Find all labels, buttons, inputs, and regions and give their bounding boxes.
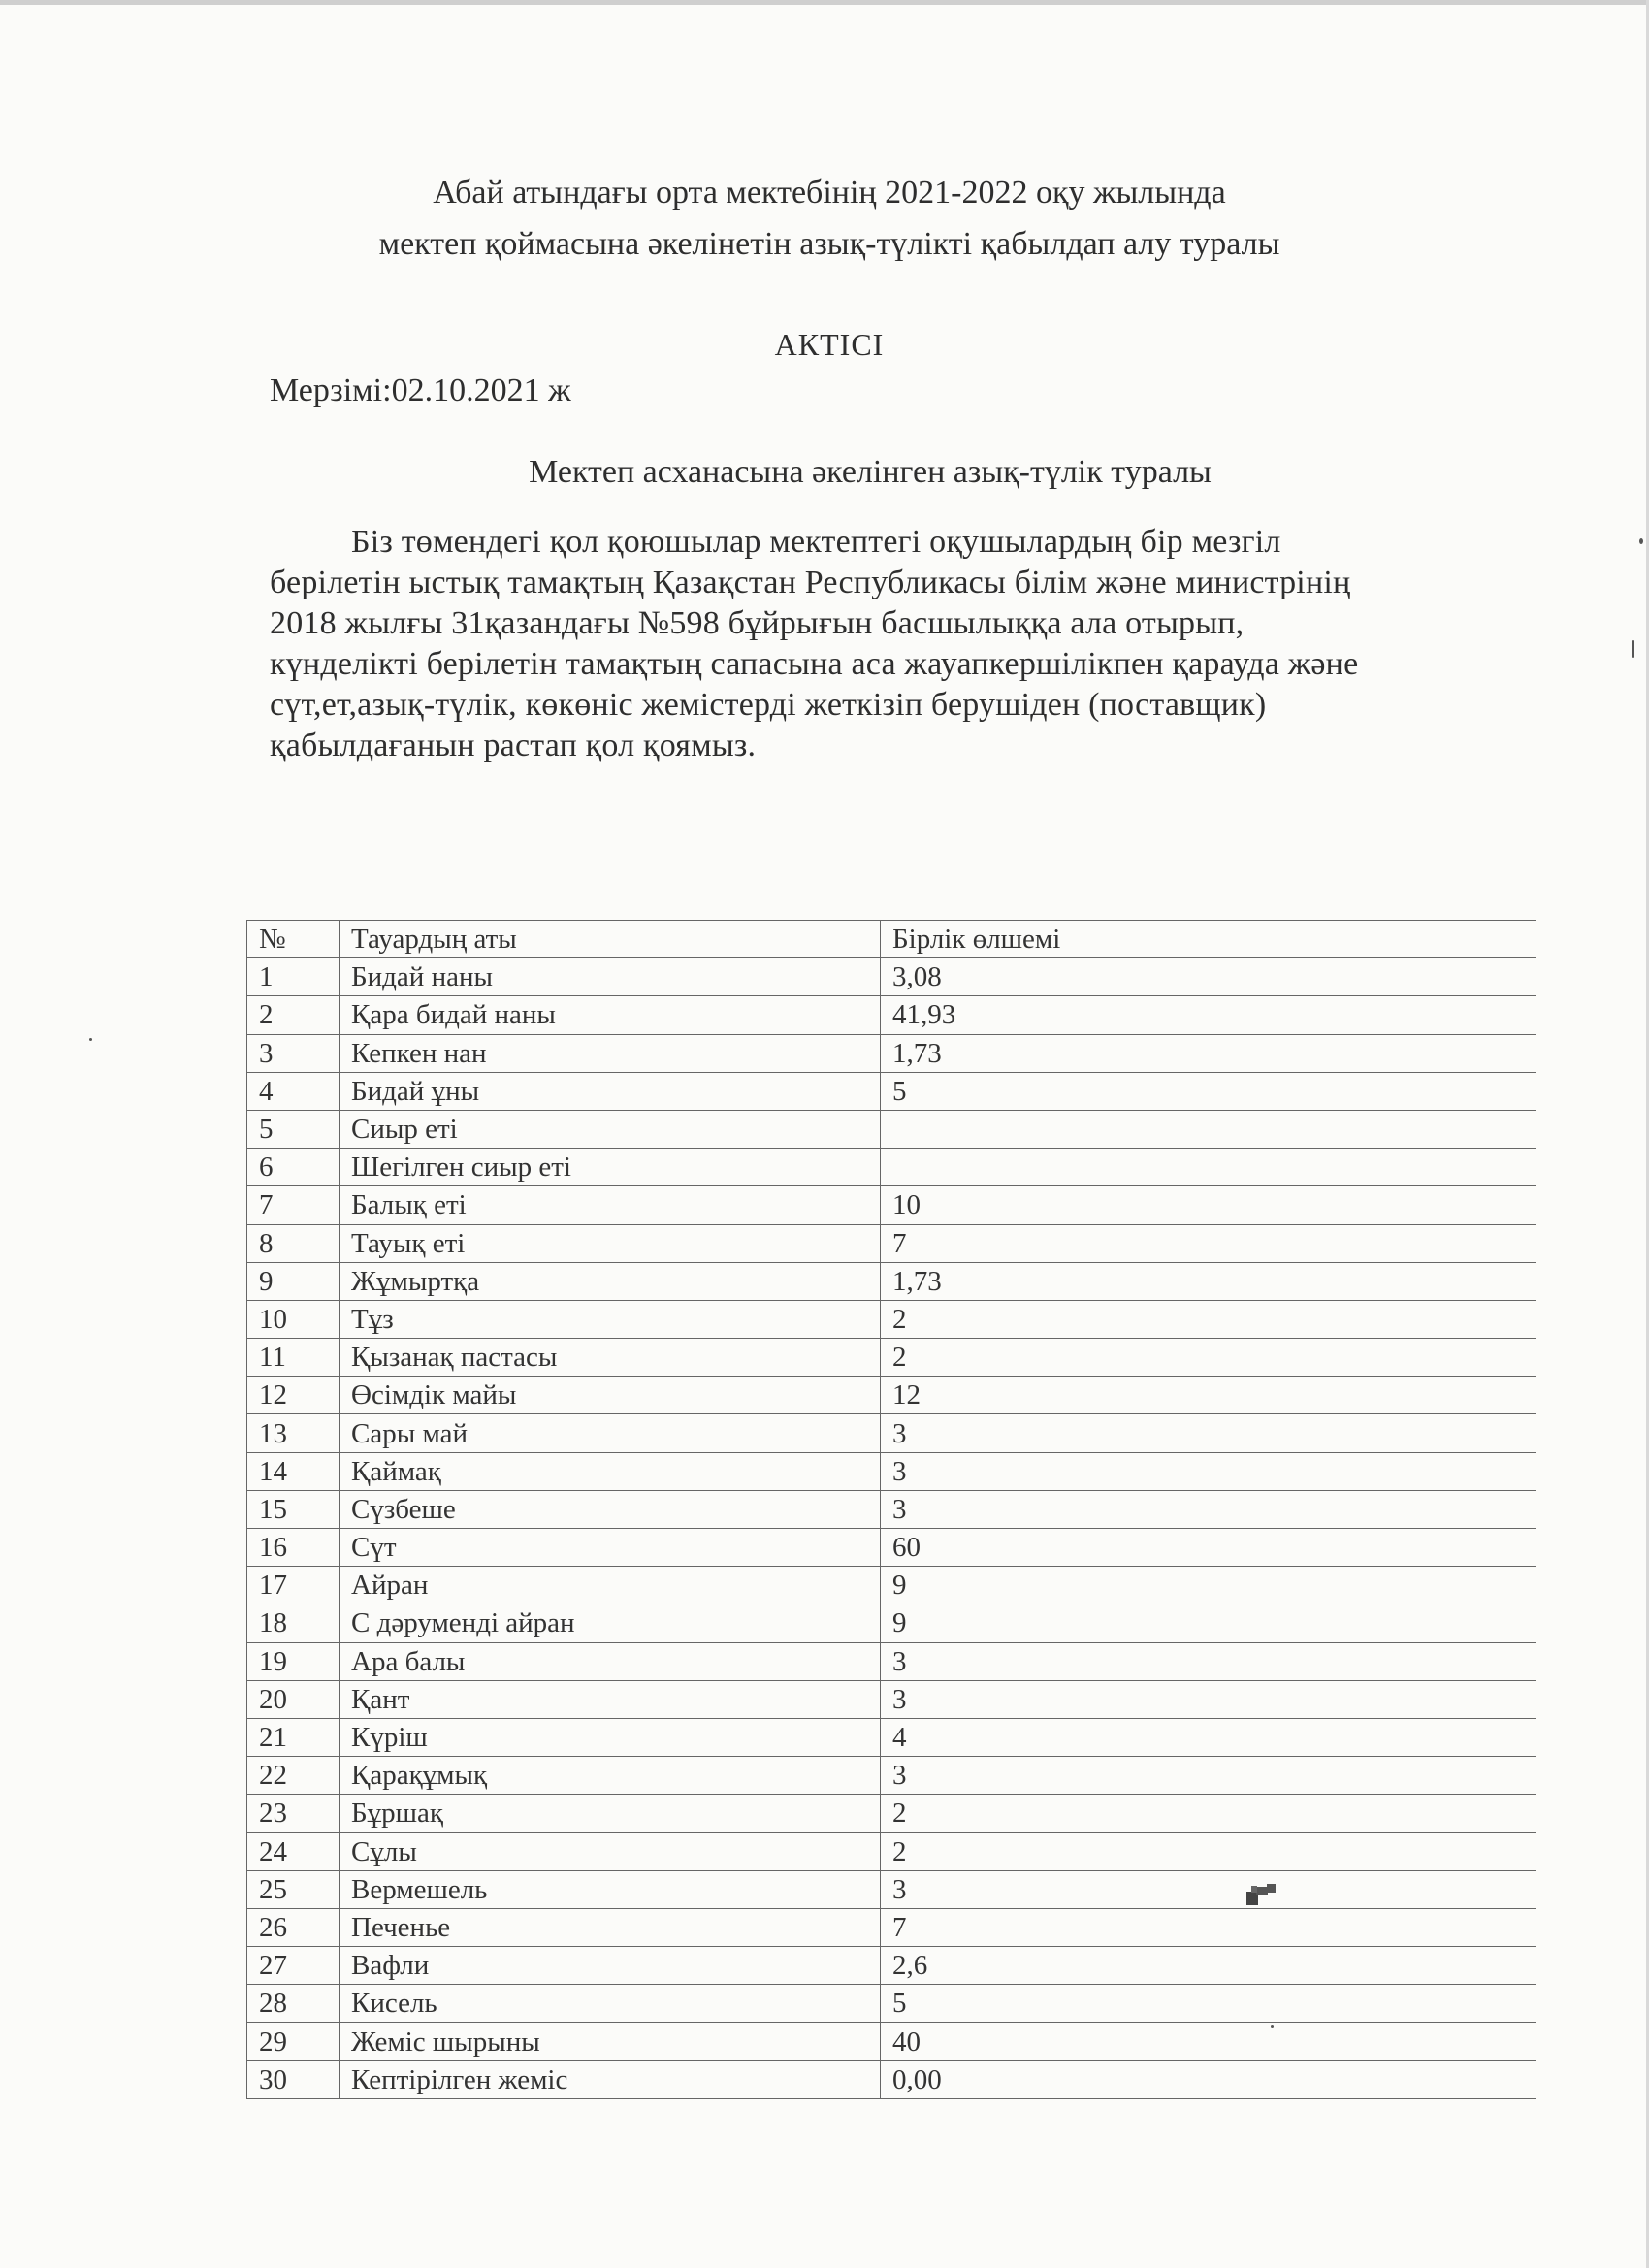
row-number-cell: 8 bbox=[247, 1224, 340, 1262]
row-number-cell: 20 bbox=[247, 1680, 340, 1718]
product-name-cell: Сиыр еті bbox=[340, 1110, 881, 1148]
table-row bbox=[247, 1339, 1536, 1377]
row-number-cell: 7 bbox=[247, 1186, 340, 1224]
row-number-cell: 30 bbox=[247, 2060, 340, 2098]
unit-value-cell: 0,00 bbox=[881, 2060, 1536, 2098]
unit-value-cell: 10 bbox=[881, 1186, 1536, 1224]
product-name-cell: Қарақұмық bbox=[340, 1757, 881, 1795]
row-number-cell: 14 bbox=[247, 1452, 340, 1490]
row-number-cell: 6 bbox=[247, 1149, 340, 1186]
document-date: Мерзімі:02.10.2021 ж bbox=[270, 373, 571, 408]
paragraph-line: Біз төмендегі қол қоюшылар мектептегі оқушылардың бір мезгіл bbox=[351, 524, 1281, 560]
unit-value-cell: 5 bbox=[881, 1072, 1536, 1110]
unit-value-cell: 3,08 bbox=[881, 958, 1536, 996]
row-number-cell: 10 bbox=[247, 1300, 340, 1338]
product-name-cell: Жеміс шырыны bbox=[340, 2023, 881, 2060]
unit-value-cell bbox=[881, 1149, 1536, 1186]
products-table bbox=[246, 920, 1536, 2099]
product-name-cell: Сүт bbox=[340, 1529, 881, 1567]
column-header-product-name: Тауардың аты bbox=[340, 921, 881, 958]
table-row bbox=[247, 1529, 1536, 1567]
product-name-cell: Айран bbox=[340, 1567, 881, 1604]
table-row bbox=[247, 1186, 1536, 1224]
table-row bbox=[247, 1642, 1536, 1680]
scan-speck bbox=[1639, 538, 1643, 544]
unit-value-cell: 2 bbox=[881, 1339, 1536, 1377]
unit-value-cell bbox=[881, 1110, 1536, 1148]
row-number-cell: 22 bbox=[247, 1757, 340, 1795]
table-body bbox=[247, 958, 1536, 2099]
product-name-cell: Бидай ұны bbox=[340, 1072, 881, 1110]
unit-value-cell: 1,73 bbox=[881, 1262, 1536, 1300]
unit-value-cell: 3 bbox=[881, 1870, 1536, 1908]
product-name-cell: Сүзбеше bbox=[340, 1490, 881, 1528]
row-number-cell: 26 bbox=[247, 1908, 340, 1946]
paragraph-line: сүт,ет,азық-түлік, көкөніс жемістерді жеткізіп берушіден (поставщик) bbox=[270, 687, 1267, 723]
product-name-cell: Тауық еті bbox=[340, 1224, 881, 1262]
row-number-cell: 3 bbox=[247, 1034, 340, 1072]
row-number-cell: 16 bbox=[247, 1529, 340, 1567]
unit-value-cell: 40 bbox=[881, 2023, 1536, 2060]
unit-value-cell: 1,73 bbox=[881, 1034, 1536, 1072]
table-row bbox=[247, 1604, 1536, 1642]
unit-value-cell: 41,93 bbox=[881, 996, 1536, 1034]
product-name-cell: Кептірілген жеміс bbox=[340, 2060, 881, 2098]
table-row bbox=[247, 958, 1536, 996]
product-name-cell: Шегілген сиыр еті bbox=[340, 1149, 881, 1186]
table-row bbox=[247, 2060, 1536, 2098]
table-row bbox=[247, 2023, 1536, 2060]
scan-speck bbox=[1632, 640, 1634, 658]
row-number-cell: 12 bbox=[247, 1377, 340, 1414]
table-row bbox=[247, 1149, 1536, 1186]
unit-value-cell: 3 bbox=[881, 1490, 1536, 1528]
unit-value-cell: 2,6 bbox=[881, 1947, 1536, 1985]
row-number-cell: 17 bbox=[247, 1567, 340, 1604]
unit-value-cell: 9 bbox=[881, 1604, 1536, 1642]
row-number-cell: 28 bbox=[247, 1985, 340, 2023]
product-name-cell: Күріш bbox=[340, 1718, 881, 1756]
table-row bbox=[247, 1757, 1536, 1795]
unit-value-cell: 7 bbox=[881, 1224, 1536, 1262]
row-number-cell: 2 bbox=[247, 996, 340, 1034]
table-row bbox=[247, 1490, 1536, 1528]
product-name-cell: Өсімдік майы bbox=[340, 1377, 881, 1414]
act-heading: АКТІСІ bbox=[774, 327, 885, 362]
table-row bbox=[247, 1908, 1536, 1946]
row-number-cell: 15 bbox=[247, 1490, 340, 1528]
row-number-cell: 19 bbox=[247, 1642, 340, 1680]
table-row bbox=[247, 1680, 1536, 1718]
scan-speck bbox=[89, 1038, 92, 1041]
unit-value-cell: 9 bbox=[881, 1567, 1536, 1604]
unit-value-cell: 2 bbox=[881, 1795, 1536, 1832]
unit-value-cell: 7 bbox=[881, 1908, 1536, 1946]
table-row bbox=[247, 1110, 1536, 1148]
document-title-line-1: Абай атындағы орта мектебінің 2021-2022 оқу жылында bbox=[433, 175, 1226, 211]
row-number-cell: 4 bbox=[247, 1072, 340, 1110]
row-number-cell: 9 bbox=[247, 1262, 340, 1300]
table-row bbox=[247, 1300, 1536, 1338]
row-number-cell: 27 bbox=[247, 1947, 340, 1985]
product-name-cell: Сары май bbox=[340, 1414, 881, 1452]
table-row bbox=[247, 1034, 1536, 1072]
product-name-cell: Қара бидай наны bbox=[340, 996, 881, 1034]
row-number-cell: 25 bbox=[247, 1870, 340, 1908]
unit-value-cell: 3 bbox=[881, 1680, 1536, 1718]
product-name-cell: Вафли bbox=[340, 1947, 881, 1985]
row-number-cell: 5 bbox=[247, 1110, 340, 1148]
unit-value-cell: 4 bbox=[881, 1718, 1536, 1756]
table-row bbox=[247, 1947, 1536, 1985]
table-row bbox=[247, 1795, 1536, 1832]
row-number-cell: 18 bbox=[247, 1604, 340, 1642]
paragraph-line: қабылдағанын растап қол қоямыз. bbox=[270, 728, 757, 763]
product-name-cell: Кепкен нан bbox=[340, 1034, 881, 1072]
paragraph-line: күнделікті берілетін тамақтың сапасына аса жауапкершілікпен қарауда және bbox=[270, 646, 1359, 682]
table-row bbox=[247, 1985, 1536, 2023]
table-row bbox=[247, 1262, 1536, 1300]
table-row bbox=[247, 996, 1536, 1034]
unit-value-cell: 3 bbox=[881, 1452, 1536, 1490]
unit-value-cell: 12 bbox=[881, 1377, 1536, 1414]
product-name-cell: Ара балы bbox=[340, 1642, 881, 1680]
product-name-cell: Печенье bbox=[340, 1908, 881, 1946]
row-number-cell: 24 bbox=[247, 1832, 340, 1870]
paragraph-line: 2018 жылғы 31қазандағы №598 бұйрығын басшылыққа ала отырып, bbox=[270, 605, 1245, 641]
row-number-cell: 23 bbox=[247, 1795, 340, 1832]
unit-value-cell: 5 bbox=[881, 1985, 1536, 2023]
unit-value-cell: 2 bbox=[881, 1300, 1536, 1338]
column-header-unit: Бірлік өлшемі bbox=[881, 921, 1536, 958]
row-number-cell: 11 bbox=[247, 1339, 340, 1377]
body-paragraph bbox=[270, 522, 1511, 766]
table-row bbox=[247, 1832, 1536, 1870]
product-name-cell: Қант bbox=[340, 1680, 881, 1718]
paragraph-line: берілетін ыстық тамақтың Қазақстан Республикасы білім және министрінің bbox=[270, 565, 1351, 600]
scan-edge-top bbox=[0, 0, 1649, 5]
table-row bbox=[247, 1224, 1536, 1262]
product-name-cell: Тұз bbox=[340, 1300, 881, 1338]
product-name-cell: Балық еті bbox=[340, 1186, 881, 1224]
table-row bbox=[247, 1072, 1536, 1110]
product-name-cell: Вермешель bbox=[340, 1870, 881, 1908]
row-number-cell: 1 bbox=[247, 958, 340, 996]
unit-value-cell: 60 bbox=[881, 1529, 1536, 1567]
product-name-cell: Бидай наны bbox=[340, 958, 881, 996]
product-name-cell: Жұмыртқа bbox=[340, 1262, 881, 1300]
unit-value-cell: 2 bbox=[881, 1832, 1536, 1870]
table-row bbox=[247, 1718, 1536, 1756]
row-number-cell: 29 bbox=[247, 2023, 340, 2060]
row-number-cell: 21 bbox=[247, 1718, 340, 1756]
unit-value-cell: 3 bbox=[881, 1757, 1536, 1795]
row-number-cell: 13 bbox=[247, 1414, 340, 1452]
product-name-cell: Қызанақ пастасы bbox=[340, 1339, 881, 1377]
product-name-cell: Қаймақ bbox=[340, 1452, 881, 1490]
column-header-number: № bbox=[247, 921, 340, 958]
unit-value-cell: 3 bbox=[881, 1414, 1536, 1452]
table-row bbox=[247, 1377, 1536, 1414]
table-row bbox=[247, 1452, 1536, 1490]
table-row bbox=[247, 1567, 1536, 1604]
table-row bbox=[247, 1870, 1536, 1908]
document-subtitle: Мектеп асханасына әкелінген азық-түлік туралы bbox=[529, 454, 1212, 490]
product-name-cell: Бұршақ bbox=[340, 1795, 881, 1832]
table-row bbox=[247, 1414, 1536, 1452]
table-header-row bbox=[247, 921, 1536, 958]
product-name-cell: Кисель bbox=[340, 1985, 881, 2023]
product-name-cell: С дәруменді айран bbox=[340, 1604, 881, 1642]
product-name-cell: Сұлы bbox=[340, 1832, 881, 1870]
document-title-line-2: мектеп қоймасына әкелінетін азық-түлікті қабылдап алу туралы bbox=[378, 226, 1280, 262]
unit-value-cell: 3 bbox=[881, 1642, 1536, 1680]
